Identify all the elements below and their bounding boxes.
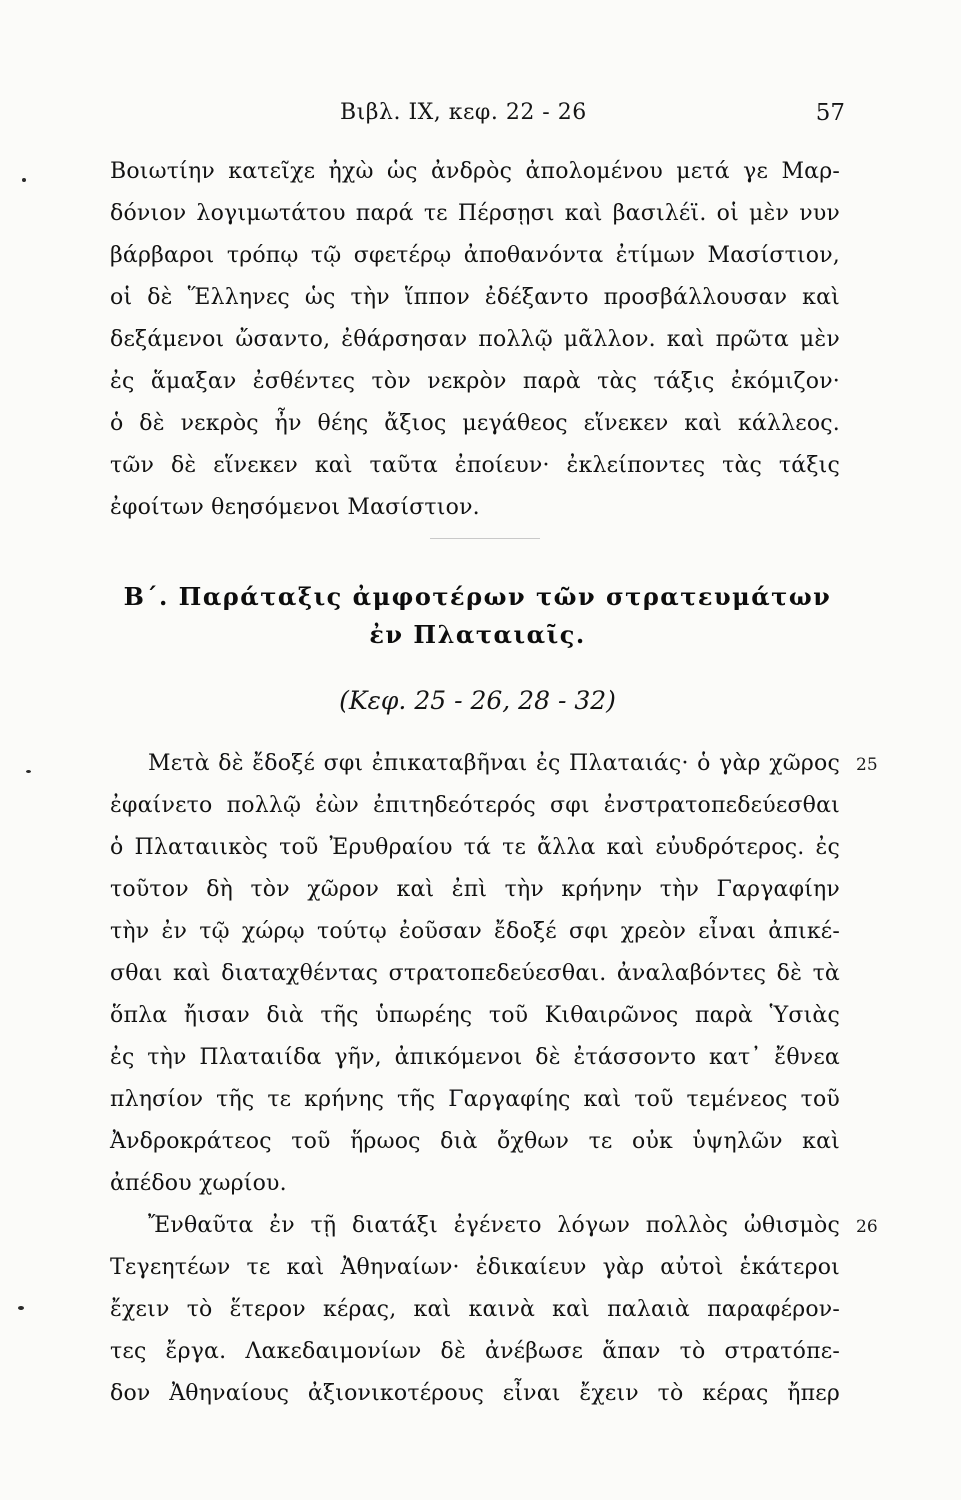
text-line: σθαι καὶ διαταχθέντας στρατοπεδεύεσθαι. ἀναλαβόντες δὲ τὰ (110, 961, 840, 986)
margin-chapter-number: 26 (856, 1217, 878, 1237)
scan-speck (26, 770, 31, 773)
text-line: ὁ Πλαταιικὸς τοῦ Ἐρυθραίου τά τε ἄλλα καὶ εὐυδρότερος. ἐς (110, 835, 840, 860)
text-line: δεξάμενοι ὤσαντο, ἐθάρσησαν πολλῷ μᾶλλον. καὶ πρῶτα μὲν (110, 327, 840, 352)
section-heading: Β΄. Παράταξις ἀμφοτέρων τῶν στρατευμάτων (123, 582, 832, 611)
text-line: οἱ δὲ Ἕλληνες ὡς τὴν ἵππον ἐδέξαντο προσβάλλουσαν καὶ (110, 285, 840, 310)
text-line: τῶν δὲ εἵνεκεν καὶ ταῦτα ἐποίευν· ἐκλείποντες τὰς τάξις (110, 453, 840, 478)
page-number: 57 (815, 100, 845, 126)
text-line: τὴν ἐν τῷ χώρῳ τούτῳ ἐοῦσαν ἔδοξέ σφι χρεὸν εἶναι ἀπικέ- (110, 919, 840, 944)
margin-chapter-number: 25 (856, 755, 878, 775)
section-subheading: (Κεφ. 25 - 26, 28 - 32) (339, 686, 616, 715)
text-line: Ἔνθαῦτα ἐν τῇ διατάξι ἐγένετο λόγων πολλὸς ὠθισμὸς (148, 1213, 840, 1238)
page-header (110, 100, 845, 130)
text-line: Βοιωτίην κατεῖχε ἠχὼ ὡς ἀνδρὸς ἀπολομένου μετά γε Μαρ- (110, 159, 840, 184)
text-line: Μετὰ δὲ ἔδοξέ σφι ἐπικαταβῆναι ἐς Πλαταιάς· ὁ γὰρ χῶρος (148, 751, 840, 776)
text-line: ἀπέδου χωρίου. (110, 1171, 287, 1196)
section-heading-continued: ἐν Πλαταιαῖς. (369, 620, 586, 649)
text-line: τες ἔργα. Λακεδαιμονίων δὲ ἀνέβωσε ἅπαν τὸ στρατόπε- (110, 1339, 840, 1364)
scan-speck (22, 178, 26, 182)
text-line: Τεγεητέων τε καὶ Ἀθηναίων· ἐδικαίευν γὰρ αὐτοὶ ἑκάτεροι (110, 1255, 840, 1280)
text-line: ἔχειν τὸ ἕτερον κέρας, καὶ καινὰ καὶ παλαιὰ παραφέρον- (110, 1297, 840, 1322)
text-line: δον Ἀθηναίους ἀξιονικοτέρους εἶναι ἔχειν τὸ κέρας ἤπερ (110, 1381, 840, 1406)
text-line: ἐφαίνετο πολλῷ ἐὼν ἐπιτηδεότερός σφι ἐνστρατοπεδεύεσθαι (110, 793, 840, 818)
text-line: πλησίον τῆς τε κρήνης τῆς Γαργαφίης καὶ τοῦ τεμένεος τοῦ (110, 1087, 840, 1112)
text-line: ἐς ἅμαξαν ἐσθέντες τὸν νεκρὸν παρὰ τὰς τάξις ἐκόμιζον· (110, 369, 840, 394)
section-divider (430, 538, 540, 539)
text-line: βάρβαροι τρόπῳ τῷ σφετέρῳ ἀποθανόντα ἐτίμων Μασίστιον, (110, 243, 840, 268)
text-line: ἐς τὴν Πλαταιίδα γῆν, ἀπικόμενοι δὲ ἐτάσσοντο κατ᾽ ἔθνεα (110, 1045, 840, 1070)
text-line: ὁ δὲ νεκρὸς ἦν θέης ἄξιος μεγάθεος εἵνεκεν καὶ κάλλεος. (110, 411, 840, 436)
text-line: τοῦτον δὴ τὸν χῶρον καὶ ἐπὶ τὴν κρήνην τὴν Γαργαφίην (110, 877, 840, 902)
text-line: δόνιον λογιμωτάτου παρά τε Πέρσῃσι καὶ βασιλέϊ. οἱ μὲν νυν (110, 201, 840, 226)
running-head: Βιβλ. ΙΧ, κεφ. 22 - 26 (340, 100, 587, 125)
scan-speck (18, 1306, 24, 1310)
text-line: ὅπλα ἤισαν διὰ τῆς ὑπωρέης τοῦ Κιθαιρῶνος παρὰ Ὑσιὰς (110, 1003, 840, 1028)
text-line: Ἀνδροκράτεος τοῦ ἥρωος διὰ ὄχθων τε οὐκ ὑψηλῶν καὶ (110, 1129, 840, 1154)
text-line: ἐφοίτων θεησόμενοι Μασίστιον. (110, 495, 480, 520)
